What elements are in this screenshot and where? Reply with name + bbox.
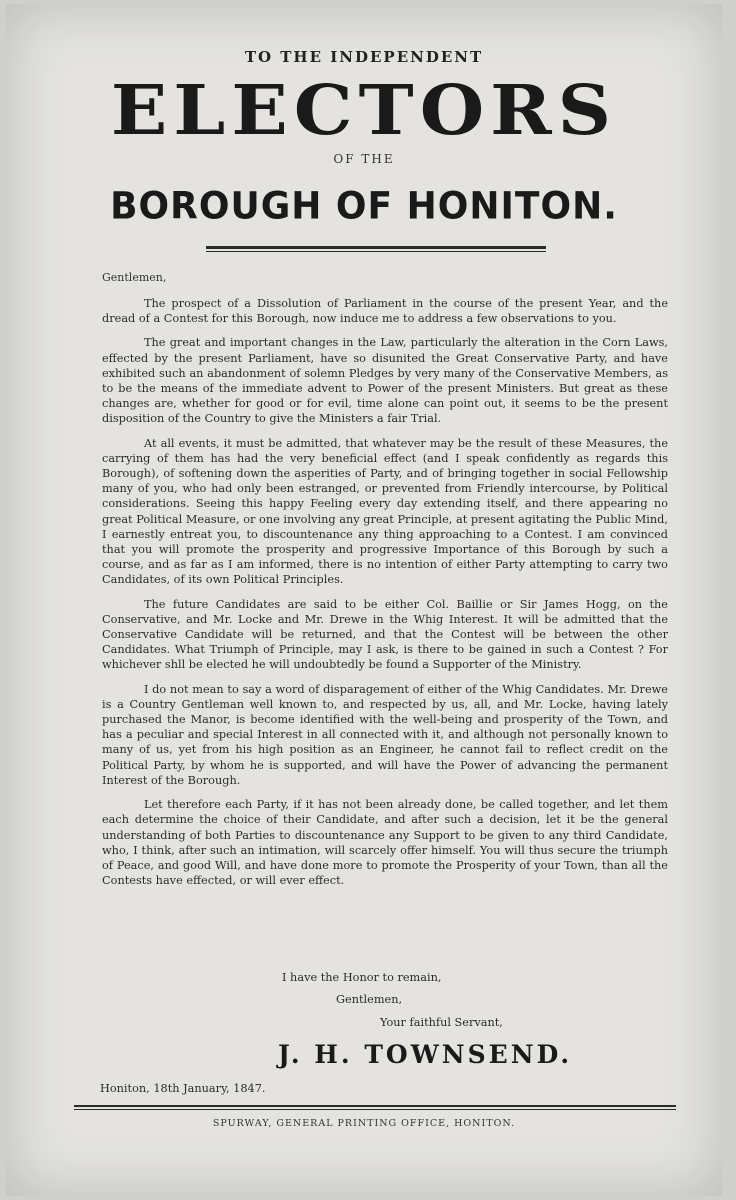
header-kicker: TO THE INDEPENDENT — [244, 48, 484, 66]
poster-sheet — [6, 4, 722, 1196]
date-line: Honiton, 18th January, 1847. — [100, 1082, 266, 1095]
headline-electors: ELECTORS — [110, 71, 618, 151]
address-body — [102, 296, 668, 897]
header-of-the: OF THE — [333, 152, 395, 166]
signature: J. H. TOWNSEND. — [278, 1040, 573, 1069]
header-rule-thin — [206, 251, 546, 252]
paragraph: The prospect of a Dissolution of Parliament in the course of the present Year, and the dread of a Contest for this Borough, now induce me to address a few observations to you. — [102, 297, 668, 326]
closing-line-2: Gentlemen, — [336, 993, 403, 1006]
printer-imprint: SPURWAY, GENERAL PRINTING OFFICE, HONITON. — [212, 1118, 516, 1129]
footer-rule-thin — [74, 1109, 676, 1110]
closing-line-3: Your faithful Servant, — [380, 1016, 503, 1029]
header-rule — [206, 246, 546, 249]
paragraph: I do not mean to say a word of disparagement of either of the Whig Candidates. Mr. Drewe is a Country Gentleman well known to, and respected by us, all, and Mr. Locke, having lately purchased the Manor, is become identified with the well-being and prosperity of the Town, and has a peculiar and special Interest in all connected with it, and although not personally known to many of us, yet from his high position as an Engineer, he cannot fail to reflect credit on the Political Party, by whom he is supported, and will have the Power of advancing the permanent Interest of the Borough. — [102, 682, 668, 787]
paragraph: The future Candidates are said to be either Col. Baillie or Sir James Hogg, on the Conservative, and Mr. Locke and Mr. Drewe in the Whig Interest. It will be admitted that the Conservative Candidate will be returned, and that the Contest will be between the other Candidates. What Triumph of Principle, may I ask, is there to be gained in such a Contest ? For whichever shll be elected he will undoubtedly be found a Supporter of the Ministry. — [102, 597, 668, 672]
paragraph: At all events, it must be admitted, that whatever may be the result of these Measures, the carrying of them has had the very beneficial effect (and I speak confidently as regards this Borough), of softening down the asperities of Party, and of bringing together in social Fellowship many of you, who had only been estranged, or prevented from Friendly intercourse, by Political considerations. Seeing this happy Feeling every day extending itself, and there appearing no great Political Measure, or one involving any great Principle, at present agitating the Public Mind, I earnestly entreat you, to discountenance any thing approaching to a Contest. I am convinced that you will promote the prosperity and progressive Importance of this Borough by such a course, and as far as I am informed, there is no intention of either Party attempting to carry two Candidates, of its own Political Principles. — [102, 436, 668, 587]
paragraph: The great and important changes in the Law, particularly the alteration in the Corn Laws, effected by the present Parliament, have so disunited the Great Conservative Party, and have exhibited such an abandonment of solemn Pledges by very many of the Conservative Members, as to be the means of the immediate advent to Power of the present Ministers. But great as these changes are, whether for good or for evil, time alone can point out, it seems to be the present disposition of the Country to give the Ministers a fair Trial. — [102, 336, 668, 426]
closing-line-1: I have the Honor to remain, — [282, 971, 442, 984]
paragraph: Let therefore each Party, if it has not been already done, be called together, and let them each determine the choice of their Candidate, and after such a decision, let it be the general understanding of both Parties to discountenance any Support to be given to any third Candidate, who, I think, after such an intimation, will scarcely offer himself. You will thus secure the triumph of Peace, and good Will, and have done more to promote the Prosperity of your Town, than all the Contests have effected, or will ever effect. — [102, 798, 668, 888]
footer-rule — [74, 1105, 676, 1107]
headline-borough: BOROUGH OF HONITON. — [110, 184, 618, 229]
salutation: Gentlemen, — [102, 271, 167, 284]
